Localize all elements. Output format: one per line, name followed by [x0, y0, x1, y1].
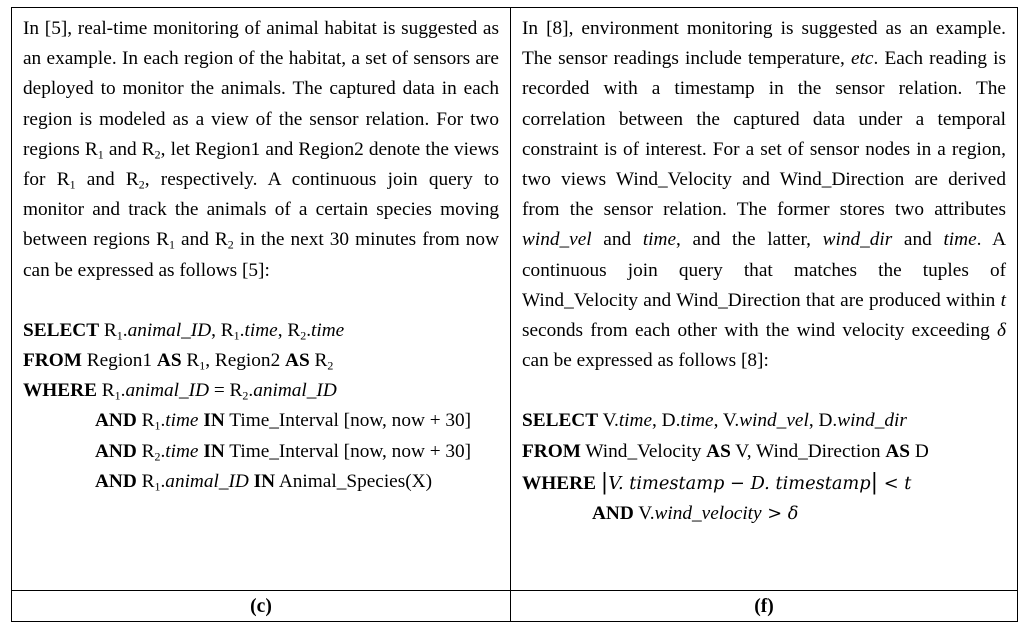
left-and-line-1: AND $R_1.time$ IN Time_Interval [now, now + 30] [95, 410, 472, 433]
table-frame [11, 7, 1018, 622]
right-cell [522, 14, 1006, 529]
right-select-line: SELECT V.time, D.time, V.wind_vel, D.wind_dir [522, 410, 907, 432]
left-from-line: FROM Region1 AS $R_1$, Region2 AS $R_2$ [23, 350, 334, 373]
right-and-line: AND V.wind_velocity > δ [592, 503, 799, 525]
right-where-line: WHERE |V. timestamp − D. timestamp| < t [522, 468, 912, 495]
caption-f: (f) [754, 596, 774, 617]
left-and-line-3: AND $R_1.animal\_ID$ IN Animal_Species(X) [95, 470, 433, 494]
left-select-line: SELECT $R_1.animal\_ID$, $R_1.time$, $R_2.time$ [23, 319, 345, 343]
left-query [23, 316, 499, 497]
right-query [522, 406, 1006, 529]
right-paragraph: In [8], environment monitoring is suggested as an example. The sensor readings include temperature, etc. Each reading is recorded with a timestamp in the sensor relation. The correlation between the captured data under a temporal constraint is of interest. For a set of sensor nodes in a region, two views Wind_Velocity and Wind_Direction are derived from the sensor relation. The former stores two attributes wind_vel and time, and the latter, wind_dir and time. A continuous join query that matches the tuples of Wind_Velocity and Wind_Direction that are produced within t seconds from each other with the wind velocity exceeding δ can be expressed as follows [8]: [522, 18, 1007, 372]
left-and-line-2: AND $R_2.time$ IN Time_Interval [now, now + 30] [95, 440, 472, 463]
left-where-line: WHERE $R_1.animal\_ID$ = $R_2.animal\_ID$ [23, 380, 337, 403]
right-from-line: FROM Wind_Velocity AS V, Wind_Direction AS D [522, 440, 929, 462]
left-cell [23, 14, 499, 497]
left-paragraph: In [5], real-time monitoring of animal habitat is suggested as an example. In each region of the habitat, a set of sensors are deployed to monitor the animals. The captured data in each region is modeled as a view of the sensor relation. For two regions $R_1$ and $R_2$, let Region1 and Region2 denote the views for $R_1$ and $R_2$, respectively. A continuous join query to monitor and track the animals of a certain species moving between regions $R_1$ and $R_2$ in the next 30 minutes from now can be expressed as follows [5]: [23, 18, 499, 281]
caption-c: (c) [250, 596, 272, 617]
column-divider [510, 8, 511, 621]
